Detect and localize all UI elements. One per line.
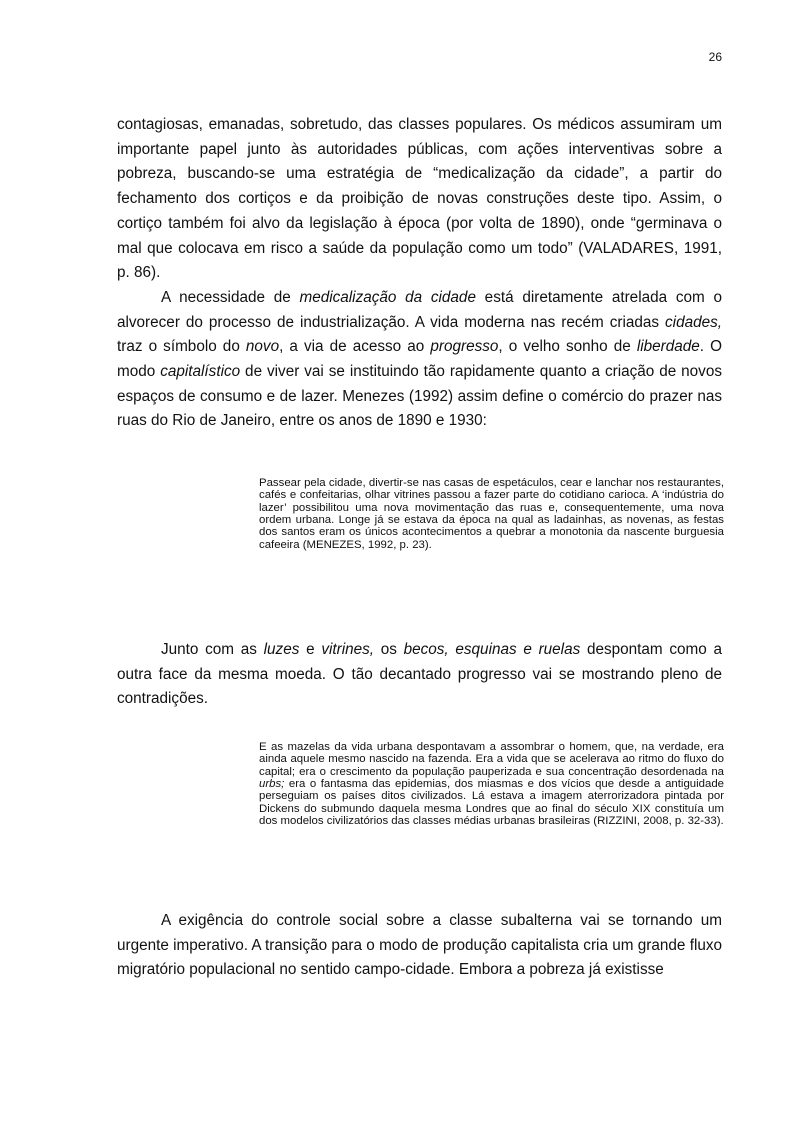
italic-term: liberdade <box>636 338 700 356</box>
body-text-block-1 <box>117 113 722 434</box>
italic-term: becos, esquinas e ruelas <box>403 641 581 658</box>
text-run: . O modo <box>117 338 722 381</box>
quote-text <box>259 741 724 827</box>
text-run: de viver vai se instituindo tão rapidamente quanto a criação de novos espaços de consumo e de lazer. Menezes (1992) assim define o comércio do prazer nas ruas do Rio de Janeiro, entre os anos de 1890 e 1930: <box>117 363 722 430</box>
italic-term: novo <box>245 338 280 356</box>
block-quote-menezes <box>259 477 724 551</box>
italic-term: medicalização da cidade <box>299 288 476 306</box>
text-run: A necessidade de <box>161 288 300 306</box>
paragraph-text: A exigência do controle social sobre a classe subalterna vai se tornando um urgente imperativo. A transição para o modo de produção capitalista cria um grande fluxo migratório populacional no sentido campo-cidade. Embora a pobreza já existisse <box>117 912 722 979</box>
paragraph-continuation <box>117 113 722 286</box>
paragraph-luzes-vitrines <box>117 638 722 712</box>
page-number: 26 <box>708 50 722 64</box>
text-run: era o fantasma das epidemias, dos miasmas e dos vícios que desde a antiguidade perseguiam os países ditos civilizados. Lá estava a imagem aterrorizadora pintada por Dickens do submundo daquela mesma Londres que ao final do século XIX constituía um dos modelos civilizatórios das classes médias urbanas brasileiras (RIZZINI, 2008, p. 32-33). <box>259 778 724 828</box>
text-run: traz o símbolo do <box>117 338 246 356</box>
italic-term: vitrines, <box>321 641 375 658</box>
text-run: está diretamente atrelada com o alvorecer do processo de industrialização. A vida moderna nas recém criadas <box>117 288 722 331</box>
paragraph-text: contagiosas, emanadas, sobretudo, das classes populares. Os médicos assumiram um importante papel junto às autoridades públicas, com ações interventivas sobre a pobreza, buscando-se uma estratégia de “medicalização da cidade”, a partir do fechamento dos cortiços e da proibição de novas construções deste tipo. Assim, o cortiço também foi alvo da legislação à época (por volta de 1890), onde “germinava o mal que colocava em risco a saúde da população como um todo” (VALADARES, 1991, p. 86). <box>117 116 722 282</box>
text-run: os <box>374 641 404 658</box>
italic-term: luzes <box>263 641 300 658</box>
body-text-block-2 <box>117 638 722 712</box>
body-text-block-3 <box>117 909 722 983</box>
paragraph-controle-social <box>117 909 722 983</box>
text-run: E as mazelas da vida urbana despontavam a assombrar o homem, que, na verdade, era ainda aquele mesmo nascido na fazenda. Era a vida que se acelerava ao ritmo do fluxo do capital; era o crescimento da população pauperizada e sua concentração desordenada na <box>259 741 724 778</box>
text-run: Junto com as <box>161 641 264 658</box>
text-run: despontam como a outra face da mesma moeda. O tão decantado progresso vai se mostrando pleno de contradições. <box>117 641 722 708</box>
text-run: e <box>299 641 322 658</box>
italic-term: cidades, <box>665 313 722 331</box>
block-quote-rizzini <box>259 741 724 827</box>
text-run: , a via de acesso ao <box>279 338 431 356</box>
italic-term: progresso <box>430 338 499 356</box>
text-run: , o velho sonho de <box>498 338 637 356</box>
italic-term: capitalístico <box>160 363 241 381</box>
paragraph-medicalizacao <box>117 286 722 434</box>
quote-text: Passear pela cidade, divertir-se nas casas de espetáculos, cear e lanchar nos restaurantes, cafés e confeitarias, olhar vitrines passou a fazer parte do cotidiano carioca. A ‘indústria do lazer’ possibilitou uma nova movimentação das ruas e, consequentemente, uma nova ordem urbana. Longe já se estava da época na qual as ladainhas, as novenas, as festas dos santos eram os únicos acontecimentos a quebrar a monotonia da nascente burguesia cafeeira (MENEZES, 1992, p. 23). <box>259 477 724 551</box>
italic-term: urbs; <box>259 778 285 791</box>
